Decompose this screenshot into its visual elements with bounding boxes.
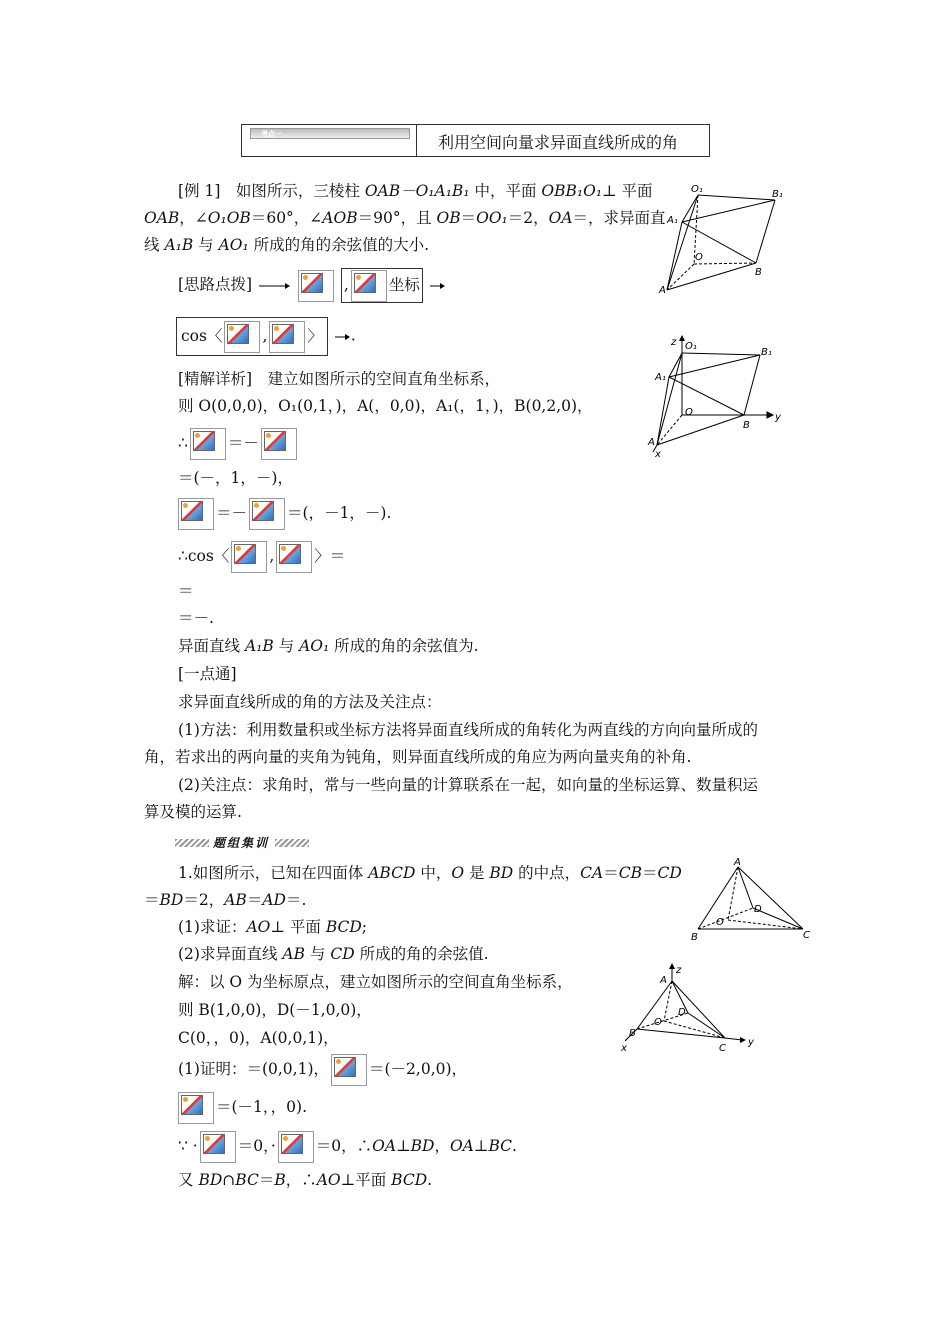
fig4-label-x: x <box>621 1043 627 1054</box>
arrow-icon <box>333 332 351 342</box>
solution-line-3: ∴ ＝－ <box>178 427 299 460</box>
fig4-label-z: z <box>676 965 682 976</box>
fig1-label-b1: B₁ <box>772 189 783 200</box>
fig2-label-o1: O₁ <box>685 341 697 352</box>
problem-line-10: ∵ · ＝0，· ＝0，∴OA⊥BD，OA⊥BC. <box>178 1130 517 1163</box>
tips-line-5: 算及模的运算. <box>144 803 242 821</box>
fig4-label-d: D <box>678 1007 686 1018</box>
tips-line-1: 求异面直线所成的角的方法及关注点： <box>178 693 442 711</box>
fig3-label-c: C <box>803 930 810 941</box>
section-tag-bar <box>250 128 410 139</box>
solution-line-4: ＝(－，1，－)， <box>178 469 293 487</box>
hint-line <box>178 268 446 303</box>
problem-line-11: 又 BD∩BC＝B，∴AO⊥平面 BCD. <box>178 1171 433 1189</box>
image-placeholder-icon <box>190 428 226 460</box>
hint-cos-box: cos〈 , 〉 <box>176 317 328 356</box>
image-placeholder-icon <box>278 1131 314 1163</box>
image-placeholder-icon <box>200 1131 236 1163</box>
exercise-banner: 题组集训 <box>175 836 315 850</box>
image-placeholder-icon <box>178 1092 214 1124</box>
fig2-label-a: A <box>648 437 655 448</box>
figure-tetrahedron <box>688 855 818 945</box>
problem-line-7: C(0，，0)，A(0,0,1)， <box>178 1029 339 1047</box>
hint-box: , 坐标 <box>341 268 423 303</box>
fig1-label-o1: O₁ <box>691 184 703 195</box>
figure-tetrahedron-axes <box>620 963 760 1055</box>
problem-line-3: (1)求证：AO⊥ 平面 BCD; <box>178 918 368 936</box>
solution-line-7: ＝ <box>178 582 194 600</box>
fig1-label-b: B <box>755 267 762 278</box>
image-placeholder-icon <box>351 270 387 302</box>
arrow-icon <box>428 281 446 291</box>
image-placeholder-icon <box>261 428 297 460</box>
fig3-label-a: A <box>734 857 741 868</box>
image-placeholder-icon <box>298 270 334 302</box>
fig4-label-a: A <box>660 975 667 986</box>
hint-cos-line: cos〈 , 〉 . <box>176 317 356 356</box>
tips-line-3: 角，若求出的两向量的夹角为钝角，则异面直线所成的角应为两向量夹角的补角. <box>144 748 692 766</box>
solution-line-2: 则 O(0,0,0)，O₁(0,1，)，A(，0,0)，A₁(，1，)，B(0,2,0)， <box>178 397 593 415</box>
image-placeholder-icon <box>331 1054 367 1086</box>
section-tag <box>242 125 417 156</box>
image-placeholder-icon <box>178 498 214 530</box>
fig3-label-d: D <box>754 904 762 915</box>
example-line-3: 线 A₁B 与 AO₁ 所成的角的余弦值的大小. <box>144 236 430 254</box>
fig2-label-z: z <box>671 337 677 348</box>
fig4-label-c: C <box>719 1043 726 1054</box>
section-title: 利用空间向量求异面直线所成的角 <box>438 133 679 152</box>
image-placeholder-icon <box>224 321 260 353</box>
tips-line-2: (1)方法：利用数量积或坐标方法将异面直线所成的角转化为两直线的方向向量所成的 <box>178 721 758 739</box>
tips-label: [一点通] <box>178 665 237 683</box>
fig4-label-o: O <box>654 1017 662 1028</box>
example-line-2: OAB，∠O₁OB＝60°，∠AOB＝90°，且 OB＝OO₁＝2，OA＝，求异面直 <box>144 209 666 227</box>
image-placeholder-icon <box>249 498 285 530</box>
solution-line-8: ＝－. <box>178 609 214 627</box>
fig1-label-o: O <box>695 252 703 263</box>
figure-prism-axes <box>645 335 785 460</box>
fig2-label-y: y <box>775 412 781 423</box>
problem-line-2: ＝BD＝2，AB＝AD＝. <box>144 891 307 909</box>
image-placeholder-icon <box>231 541 267 573</box>
solution-line-6: ∴cos〈 , 〉＝ <box>178 540 345 573</box>
section-tag-text: 考点一 <box>261 129 282 138</box>
fig2-label-b: B <box>743 420 750 431</box>
problem-line-8: (1)证明：＝(0,0,1)， ＝(－2,0,0)， <box>178 1053 467 1086</box>
example-line-1: [例 1] 如图所示，三棱柱 OAB－O₁A₁B₁ 中，平面 OBB₁O₁⊥ 平面 <box>178 182 653 200</box>
arrow-icon <box>257 281 291 291</box>
image-placeholder-icon <box>269 321 305 353</box>
hint-label: [思路点拨] <box>178 275 253 294</box>
solution-line-1: [精解详析] 建立如图所示的空间直角坐标系， <box>178 370 501 388</box>
fig4-label-y: y <box>748 1037 754 1048</box>
problem-line-1: 1.如图所示，已知在四面体 ABCD 中，O 是 BD 的中点，CA＝CB＝CD <box>178 864 682 882</box>
solution-line-5: ＝－ ＝(，－1，－). <box>176 497 391 530</box>
fig4-label-b: B <box>629 1028 636 1039</box>
problem-line-5: 解：以 O 为坐标原点，建立如图所示的空间直角坐标系， <box>178 973 573 991</box>
fig1-label-a: A <box>659 285 666 296</box>
image-placeholder-icon <box>276 541 312 573</box>
section-header <box>241 124 710 157</box>
fig3-label-o: O <box>716 917 724 928</box>
problem-line-4: (2)求异面直线 AB 与 CD 所成的角的余弦值. <box>178 945 489 963</box>
tips-line-4: (2)关注点：求角时，常与一些向量的计算联系在一起，如向量的坐标运算、数量积运 <box>178 776 758 794</box>
fig2-label-x: x <box>655 449 661 460</box>
fig3-label-b: B <box>691 932 698 943</box>
fig2-label-b1: B₁ <box>761 347 772 358</box>
problem-line-6: 则 B(1,0,0)，D(－1,0,0)， <box>178 1001 372 1019</box>
fig1-label-a1: A₁ <box>667 215 678 226</box>
figure-prism <box>655 180 795 298</box>
fig2-label-o: O <box>685 407 693 418</box>
fig2-label-a1: A₁ <box>655 372 666 383</box>
solution-line-9: 异面直线 A₁B 与 AO₁ 所成的角的余弦值为. <box>178 637 479 655</box>
problem-line-9: ＝(－1，，0). <box>176 1091 307 1124</box>
